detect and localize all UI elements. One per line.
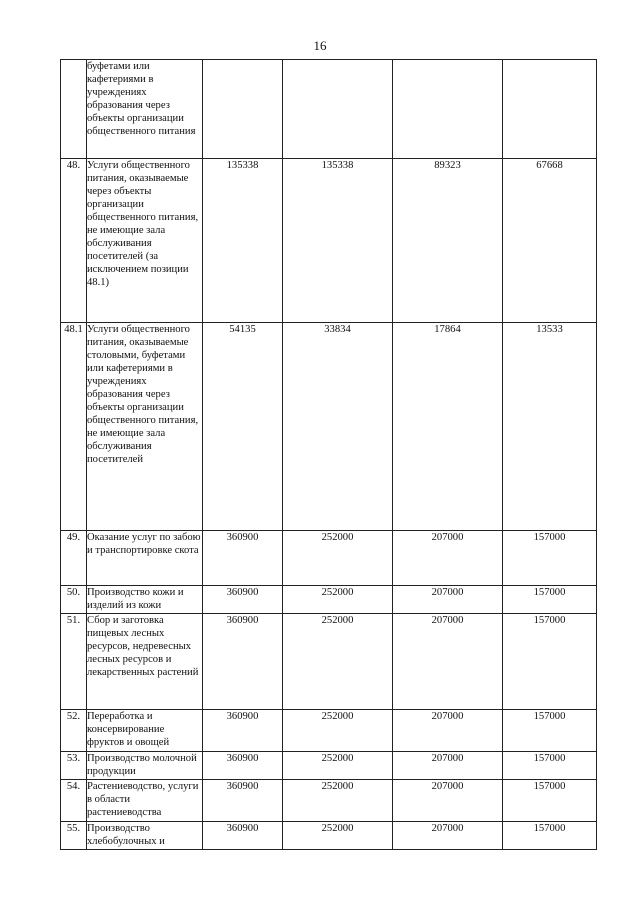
row-description: Производство хлебобулочных и xyxy=(87,822,203,850)
value-cell: 207000 xyxy=(393,586,503,614)
value-cell: 157000 xyxy=(503,822,597,850)
value-cell: 207000 xyxy=(393,531,503,586)
value-cell: 157000 xyxy=(503,586,597,614)
value-cell: 252000 xyxy=(283,780,393,822)
value-cell: 33834 xyxy=(283,323,393,531)
row-description: Растениеводство, услуги в области растениеводства xyxy=(87,780,203,822)
row-description: Услуги общественного питания, оказываемые столовыми, буфетами или кафетериями в учреждениях образования через объекты организации общественного питания, не имеющие зала обслуживания посетителей xyxy=(87,323,203,531)
value-cell: 157000 xyxy=(503,531,597,586)
row-description: Переработка и консервирование фруктов и овощей xyxy=(87,710,203,752)
value-cell: 252000 xyxy=(283,614,393,710)
table-row xyxy=(61,710,597,752)
row-description: Услуги общественного питания, оказываемые через объекты организации общественного питания, не имеющие зала обслуживания посетителей (за исключением позиции 48.1) xyxy=(87,159,203,323)
row-number: 54. xyxy=(61,780,87,822)
row-number: 49. xyxy=(61,531,87,586)
row-description: Производство кожи и изделий из кожи xyxy=(87,586,203,614)
value-cell: 360900 xyxy=(203,822,283,850)
table-body xyxy=(61,60,597,850)
row-number: 48. xyxy=(61,159,87,323)
table-row xyxy=(61,614,597,710)
value-cell xyxy=(203,60,283,159)
row-description: буфетами или кафетериями в учреждениях образования через объекты организации общественного питания xyxy=(87,60,203,159)
value-cell: 252000 xyxy=(283,710,393,752)
row-number: 53. xyxy=(61,752,87,780)
value-cell: 207000 xyxy=(393,614,503,710)
table-row xyxy=(61,586,597,614)
row-number: 51. xyxy=(61,614,87,710)
value-cell: 54135 xyxy=(203,323,283,531)
value-cell: 360900 xyxy=(203,531,283,586)
value-cell: 17864 xyxy=(393,323,503,531)
value-cell: 360900 xyxy=(203,586,283,614)
value-cell: 360900 xyxy=(203,614,283,710)
value-cell: 252000 xyxy=(283,531,393,586)
value-cell: 157000 xyxy=(503,614,597,710)
value-cell xyxy=(393,60,503,159)
page-number: 16 xyxy=(313,38,327,53)
table-row xyxy=(61,323,597,531)
value-cell: 157000 xyxy=(503,710,597,752)
row-description: Сбор и заготовка пищевых лесных ресурсов, недревесных лесных ресурсов и лекарственных растений xyxy=(87,614,203,710)
value-cell: 135338 xyxy=(283,159,393,323)
value-cell: 252000 xyxy=(283,822,393,850)
value-cell: 360900 xyxy=(203,752,283,780)
value-cell xyxy=(503,60,597,159)
value-cell: 252000 xyxy=(283,586,393,614)
table-row xyxy=(61,60,597,159)
tariff-table xyxy=(60,59,597,850)
value-cell: 135338 xyxy=(203,159,283,323)
row-description: Производство молочной продукции xyxy=(87,752,203,780)
value-cell: 157000 xyxy=(503,752,597,780)
value-cell: 89323 xyxy=(393,159,503,323)
value-cell: 207000 xyxy=(393,710,503,752)
value-cell: 207000 xyxy=(393,822,503,850)
table-row xyxy=(61,822,597,850)
row-number: 50. xyxy=(61,586,87,614)
row-description: Оказание услуг по забою и транспортировке скота xyxy=(87,531,203,586)
row-number: 52. xyxy=(61,710,87,752)
value-cell: 360900 xyxy=(203,780,283,822)
table-row xyxy=(61,531,597,586)
value-cell: 67668 xyxy=(503,159,597,323)
value-cell: 252000 xyxy=(283,752,393,780)
value-cell: 207000 xyxy=(393,780,503,822)
value-cell: 13533 xyxy=(503,323,597,531)
value-cell: 207000 xyxy=(393,752,503,780)
table-row xyxy=(61,780,597,822)
value-cell xyxy=(283,60,393,159)
table-row xyxy=(61,159,597,323)
row-number xyxy=(61,60,87,159)
value-cell: 360900 xyxy=(203,710,283,752)
row-number: 55. xyxy=(61,822,87,850)
row-number: 48.1 xyxy=(61,323,87,531)
table-row xyxy=(61,752,597,780)
value-cell: 157000 xyxy=(503,780,597,822)
